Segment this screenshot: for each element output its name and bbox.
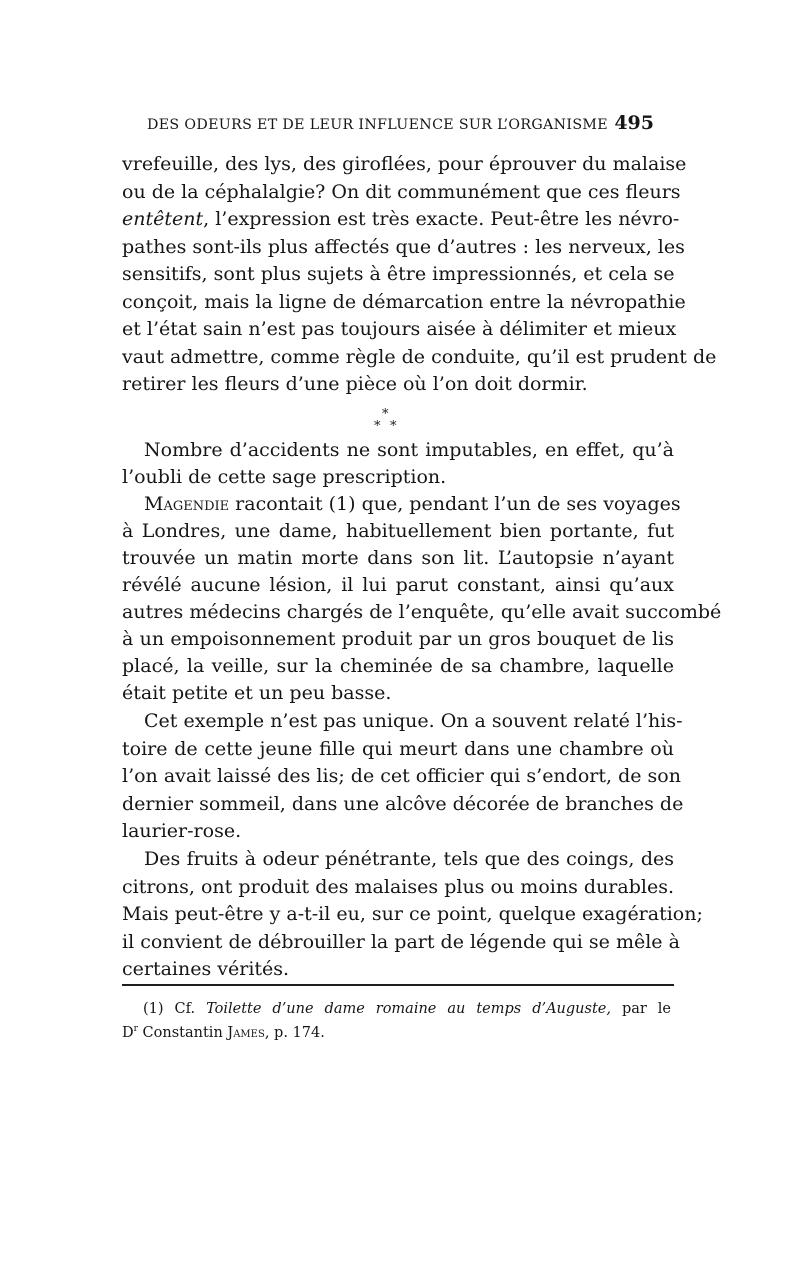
asterism-separator: [372, 408, 402, 436]
text-line: à un empoisonnement produit par un gros bouquet de lis: [122, 628, 674, 650]
text-run: , p. 174.: [264, 1024, 325, 1041]
text-line: ou de la céphalalgie? On dit communément que ces fleurs: [122, 181, 681, 203]
text-line: il convient de débrouiller la part de légende qui se mêle à: [122, 931, 680, 953]
text-line: Cet exemple n’est pas unique. On a souvent relaté l’his-: [144, 710, 683, 732]
text-line: conçoit, mais la ligne de démarcation entre la névropathie: [122, 291, 686, 313]
text-line: toire de cette jeune fille qui meurt dans une chambre où: [122, 738, 674, 760]
text-run: D: [122, 1024, 134, 1041]
footnote-line: [143, 999, 671, 1019]
text-line: certaines vérités.: [122, 958, 290, 980]
asterisk-glyph: *: [390, 419, 397, 434]
text-line: sensitifs, sont plus sujets à être impressionnés, et cela se: [122, 263, 675, 285]
text-line: pathes sont-ils plus affectés que d’autres : les nerveux, les: [122, 236, 685, 258]
text-line: Mais peut-être y a-t-il eu, sur ce point, quelque exagération;: [122, 903, 703, 925]
superscript: r: [133, 1024, 138, 1034]
text-line: vrefeuille, des lys, des giroflées, pour éprouver du malaise: [122, 153, 687, 175]
text-line: trouvée un matin morte dans son lit. L’autopsie n’ayant: [122, 547, 674, 569]
text-line: [122, 207, 680, 231]
text-line: laurier-rose.: [122, 820, 242, 842]
text-line: l’on avait laissé des lis; de cet officier qui s’endort, de son: [122, 765, 681, 787]
text-line: Nombre d’accidents ne sont imputables, en effet, qu’à: [144, 439, 674, 461]
text-line: l’oubli de cette sage prescription.: [122, 466, 447, 488]
text-line: révélé aucune lésion, il lui parut constant, ainsi qu’aux: [122, 574, 674, 596]
text-line: et l’état sain n’est pas toujours aisée à délimiter et mieux: [122, 318, 677, 340]
text-run: , l’expression est très exacte. Peut-être les névro-: [203, 208, 680, 230]
footnote-cited-title: Toilette d’une dame romaine au temps d’Auguste,: [206, 1001, 611, 1017]
footnote-rule: [122, 984, 674, 986]
person-name: Magendie: [144, 493, 230, 515]
page-number: 495: [614, 112, 654, 134]
text-run: par le: [610, 1001, 672, 1017]
text-line: retirer les fleurs d’une pièce où l’on doit dormir.: [122, 373, 588, 395]
author-surname: James: [227, 1024, 265, 1041]
asterisk-glyph: *: [382, 407, 389, 422]
text-line: Des fruits à odeur pénétrante, tels que des coings, des: [144, 848, 674, 870]
text-line: [144, 492, 681, 516]
footnote-marker: (1) Cf.: [143, 1001, 207, 1017]
running-title: DES ODEURS ET DE LEUR INFLUENCE SUR L’ORGANISME: [147, 117, 609, 133]
asterisk-glyph: *: [374, 419, 381, 434]
running-header: [147, 112, 654, 134]
footnote-line: [122, 1019, 671, 1043]
text-line: autres médecins chargés de l’enquête, qu’elle avait succombé: [122, 601, 722, 623]
text-line: dernier sommeil, dans une alcôve décorée de branches de: [122, 793, 684, 815]
italic-word: entêtent: [122, 208, 204, 230]
text-line: citrons, ont produit des malaises plus ou moins durables.: [122, 876, 674, 898]
text-line: à Londres, une dame, habituellement bien portante, fut: [122, 520, 674, 542]
text-line: placé, la veille, sur la cheminée de sa chambre, laquelle: [122, 655, 674, 677]
text-line: était petite et un peu basse.: [122, 682, 392, 704]
text-run: racontait (1) que, pendant l’un de ses voyages: [229, 493, 681, 515]
text-run: Constantin: [137, 1024, 228, 1041]
text-line: vaut admettre, comme règle de conduite, qu’il est prudent de: [122, 346, 717, 368]
